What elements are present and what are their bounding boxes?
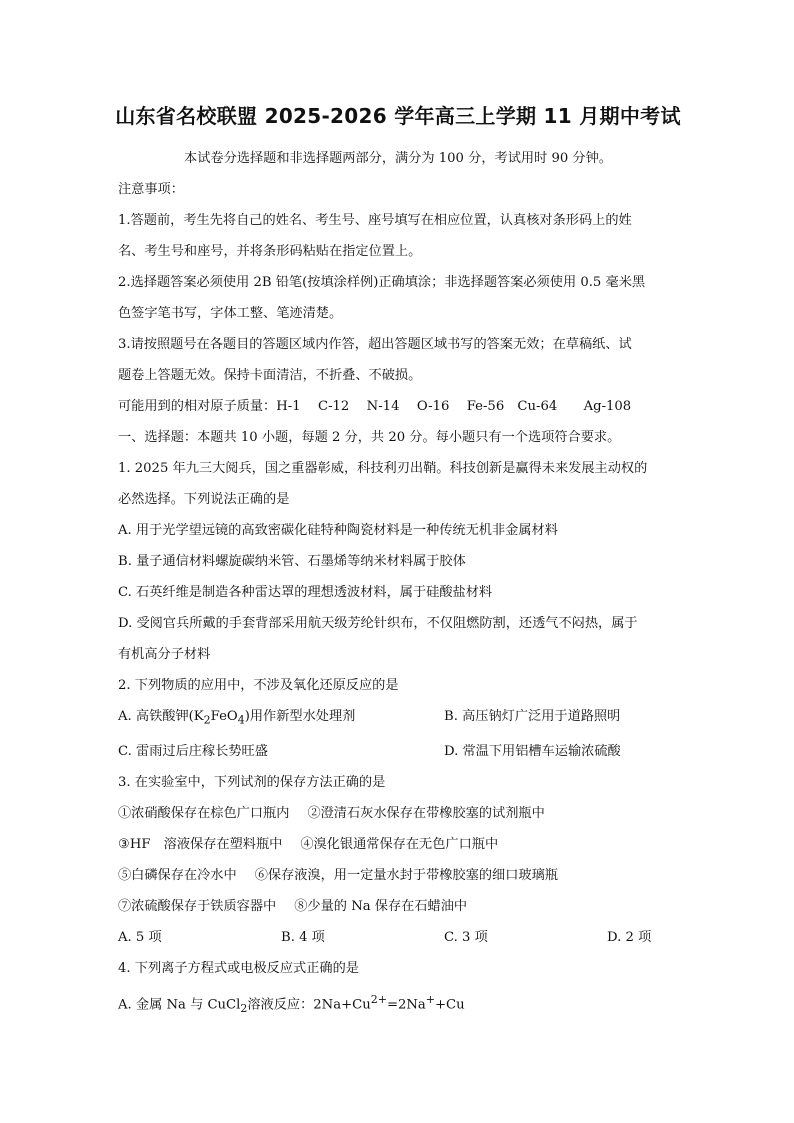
option-b: B. 4 项 [281, 929, 325, 945]
item-row [118, 798, 678, 829]
note-line: 题卷上答题无效。保持卡面清洁，不折叠、不破损。 [118, 368, 422, 383]
option-a: A. 用于光学望远镜的高致密碳化硅特种陶瓷材料是一种传统无机非金属材料 [118, 523, 558, 538]
option-a: A. 5 项 [118, 929, 162, 945]
atomic-masses: 可能用到的相对原子质量：H-1 C-12 N-14 O-16 Fe-56 Cu-64 Ag-108 [118, 399, 632, 414]
item-row [118, 860, 678, 891]
option-c: C. 3 项 [444, 929, 488, 945]
note-line: 名、考生号和座号，并将条形码粘贴在指定位置上。 [118, 244, 422, 259]
notes-heading: 注意事项： [118, 182, 184, 197]
note-line: 3.请按照题号在各题目的答题区域内作答，超出答题区域书写的答案无效；在草稿纸、试 [118, 337, 632, 352]
intro-text: 本试卷分选择题和非选择题两部分，满分为 100 分，考试用时 90 分钟。 [184, 151, 612, 166]
option-b: B. 量子通信材料螺旋碳纳米管、石墨烯等纳米材料属于胶体 [118, 554, 466, 569]
question-2-stem: 2. 下列物质的应用中，不涉及氧化还原反应的是 [118, 678, 399, 693]
option-b: B. 高压钠灯广泛用于道路照明 [444, 709, 621, 724]
option-d: D. 常温下用铝槽车运输浓硫酸 [444, 743, 621, 759]
item: ④溴化银通常保存在无色广口瓶中 [300, 836, 499, 852]
option-d-continued: 有机高分子材料 [118, 647, 211, 662]
option-row [118, 922, 678, 953]
note-line: 1.答题前，考生先将自己的姓名、考生号、座号填写在相应位置，认真核对条形码上的姓 [118, 213, 632, 228]
page-title: 山东省名校联盟 2025-2026 学年高三上学期 11 月期中考试 [115, 104, 681, 128]
option-d: D. 2 项 [607, 929, 652, 945]
option-a: A. 金属 Na 与 CuCl$_2$溶液反应：$2Na+Cu^{2+}=2Na^++Cu$ [118, 992, 465, 1015]
question-3-stem: 3. 在实验室中，下列试剂的保存方法正确的是 [118, 774, 386, 790]
option-c: C. 雷雨过后庄稼长势旺盛 [118, 743, 268, 759]
note-line: 色签字笔书写，字体工整、笔迹清楚。 [118, 306, 343, 321]
option-c: C. 石英纤维是制造各种雷达罩的理想透波材料，属于硅酸盐材料 [118, 585, 493, 600]
item-row [118, 829, 678, 860]
item: ⑥保存液溴，用一定量水封于带橡胶塞的细口玻璃瓶 [254, 867, 558, 883]
item-row [118, 891, 678, 922]
section-heading: 一、选择题：本题共 10 小题，每题 2 分，共 20 分。每小题只有一个选项符合要求。 [118, 430, 621, 445]
question-1-stem: 必然选择。下列说法正确的是 [118, 492, 290, 507]
question-1-stem: 1. 2025 年九三大阅兵，国之重器彰威，科技利刃出鞘。科技创新是赢得未来发展主动权的 [118, 461, 648, 476]
option-row [118, 736, 678, 767]
note-line: 2.选择题答案必须使用 2B 铅笔(按填涂样例)正确填涂；非选择题答案必须使用 0.5 毫米黑 [118, 275, 646, 290]
option-a: A. 高铁酸钾$(K_2FeO_4)$用作新型水处理剂 [118, 709, 356, 727]
option-row [118, 701, 678, 736]
item: ③HF 溶液保存在塑料瓶中 [118, 836, 283, 852]
item: ⑧少量的 Na 保存在石蜡油中 [294, 898, 468, 914]
exam-page [115, 100, 681, 1024]
question-4-stem: 4. 下列离子方程式或电极反应式正确的是 [118, 960, 359, 976]
item: ⑤白磷保存在冷水中 [118, 867, 237, 883]
option-d: D. 受阅官兵所戴的手套背部采用航天级芳纶针织布，不仅阻燃防割，还透气不闷热，属于 [118, 616, 638, 631]
item: ①浓硝酸保存在棕色广口瓶内 [118, 805, 290, 821]
item: ⑦浓硫酸保存于铁质容器中 [118, 898, 277, 914]
item: ②澄清石灰水保存在带橡胶塞的试剂瓶中 [307, 805, 545, 821]
